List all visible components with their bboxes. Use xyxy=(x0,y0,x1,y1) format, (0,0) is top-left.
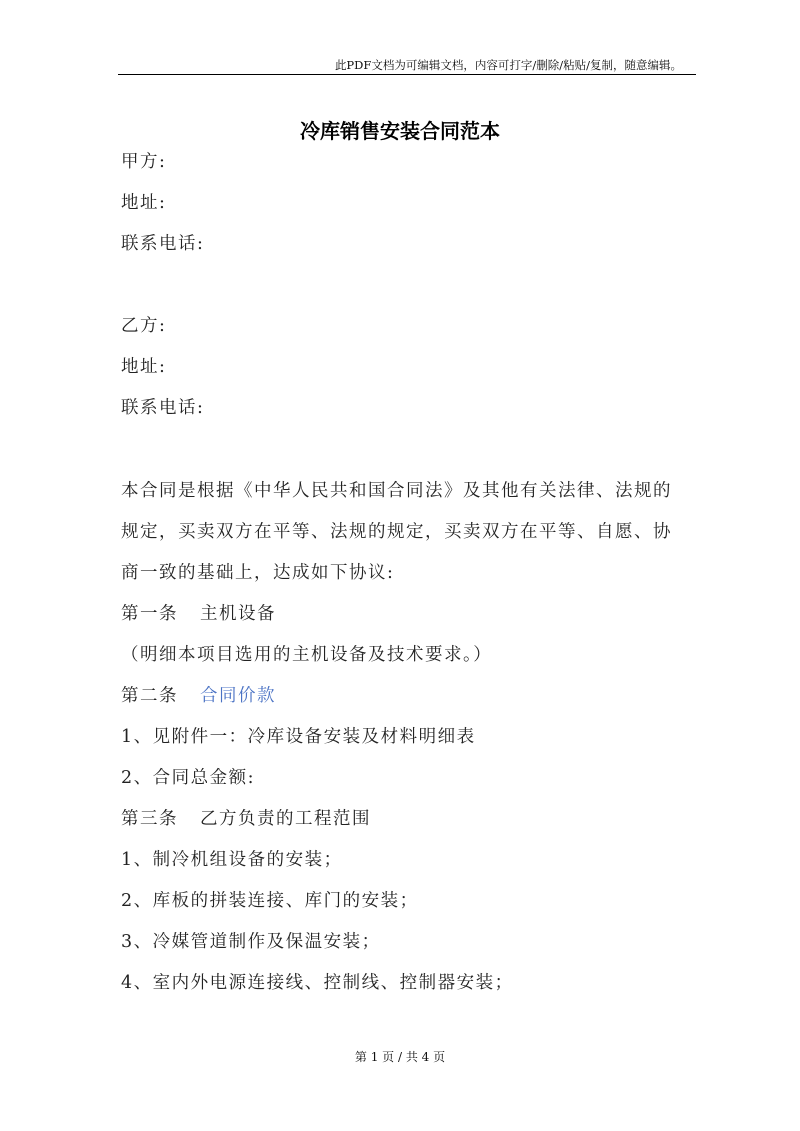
article-2-name-link[interactable]: 合同价款 xyxy=(200,686,276,706)
intro-line-3: 商一致的基础上，达成如下协议: xyxy=(121,563,395,583)
article-1-note: （明细本项目选用的主机设备及技术要求。） xyxy=(121,645,493,665)
party-b-phone: 联系电话: xyxy=(121,398,205,418)
intro-line-2: 规定，买卖双方在平等、法规的规定，买卖双方在平等、自愿、协 xyxy=(121,522,672,542)
header-rule xyxy=(118,74,696,75)
party-b-label: 乙方: xyxy=(121,316,167,336)
article-1-heading xyxy=(121,600,276,625)
party-a-address: 地址: xyxy=(121,193,167,213)
intro-line-1: 本合同是根据《中华人民共和国合同法》及其他有关法律、法规的 xyxy=(121,481,672,501)
article-3-heading xyxy=(121,805,371,830)
article-3-number: 第三条 xyxy=(121,809,178,829)
article-3-item-1: 1、制冷机组设备的安装； xyxy=(121,850,343,870)
header-note: 此PDF文档为可编辑文档，内容可打字/删除/粘贴/复制，随意编辑。 xyxy=(334,58,682,72)
article-3-item-2: 2、库板的拼装连接、库门的安装； xyxy=(121,891,419,911)
page-footer: 第 1 页 / 共 4 页 xyxy=(354,1050,446,1064)
article-2-item-2: 2、合同总金额: xyxy=(121,768,256,788)
party-a-phone: 联系电话: xyxy=(121,234,205,254)
article-2-item-1: 1、见附件一：冷库设备安装及材料明细表 xyxy=(121,727,476,747)
article-3-item-3: 3、冷媒管道制作及保温安装； xyxy=(121,932,381,952)
article-2-number: 第二条 xyxy=(121,686,178,706)
article-3-item-4: 4、室内外电源连接线、控制线、控制器安装； xyxy=(121,973,514,993)
article-3-name: 乙方负责的工程范围 xyxy=(200,809,371,829)
party-b-address: 地址: xyxy=(121,357,167,377)
party-a-label: 甲方: xyxy=(121,152,167,172)
article-2-heading xyxy=(121,682,276,707)
document-title: 冷库销售安装合同范本 xyxy=(300,119,500,143)
article-1-number: 第一条 xyxy=(121,604,178,624)
article-1-name: 主机设备 xyxy=(200,604,276,624)
